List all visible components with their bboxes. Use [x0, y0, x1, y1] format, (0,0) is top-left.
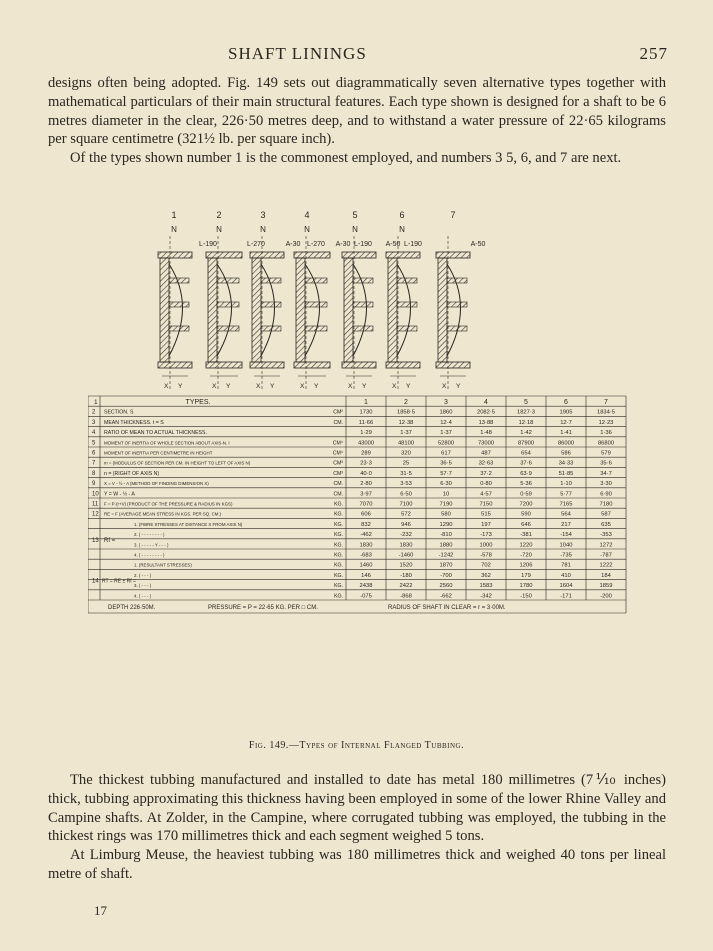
table-row	[92, 451, 611, 457]
table-cell: 12·18	[518, 419, 534, 426]
table-cell: 87900	[517, 440, 535, 447]
section-label: L-270	[247, 241, 265, 248]
table-unit: KG.	[334, 552, 343, 559]
table-cell: -868	[400, 593, 412, 600]
table-cell: 12·23	[598, 419, 614, 426]
table-cell: 1·48	[480, 430, 492, 437]
table-cell: -700	[440, 572, 452, 579]
table-cell: 13·88	[478, 419, 494, 426]
table-cell: 781	[561, 562, 571, 569]
table-unit: CM⁴	[332, 440, 343, 447]
table-cell: 564	[561, 511, 571, 518]
tubbing-sections	[158, 210, 485, 391]
table-row	[134, 563, 612, 569]
type-number: 3	[260, 210, 266, 220]
table-cell: 572	[401, 511, 411, 518]
table-cell: 1830	[399, 542, 413, 549]
table-row-label: 2. ( - - - - - - - - )	[134, 532, 165, 538]
table-cell: -787	[600, 552, 612, 559]
table-header: TYPES.	[185, 399, 211, 406]
table-cell: -171	[560, 593, 572, 600]
table-row	[134, 532, 612, 538]
table-row-number: 2	[92, 409, 96, 416]
axis-letter: Y	[314, 383, 319, 390]
tubbing-section-5	[342, 236, 376, 391]
table-row	[92, 461, 612, 467]
axis-letter: X	[348, 383, 353, 390]
page-number: 257	[639, 44, 668, 63]
table-cell: -578	[480, 552, 492, 559]
axis-letter: X	[256, 383, 261, 390]
table-cell: 7200	[519, 501, 533, 508]
table-cell: -381	[520, 532, 532, 539]
table-cell: 1220	[519, 542, 533, 549]
table-unit: KG.	[334, 593, 343, 600]
table-cell: -200	[600, 593, 612, 600]
table-cell: 1858·5	[396, 409, 416, 416]
table-unit: KG.	[334, 521, 343, 528]
table-cell: 2082·5	[476, 409, 496, 416]
table-row	[92, 481, 612, 487]
axis-letter: N	[304, 225, 310, 234]
axis-letter: Y	[362, 383, 367, 390]
table-unit: KG.	[334, 501, 343, 508]
table-cell: 1520	[399, 562, 413, 569]
table-row-number: 14	[92, 578, 99, 585]
running-title: SHAFT LININGS	[228, 44, 367, 63]
section-label: L-190	[354, 241, 372, 248]
tubbing-diagram	[88, 206, 628, 636]
table-cell: 2422	[399, 583, 413, 590]
table-header: 7	[604, 399, 608, 406]
axis-letter: N	[216, 225, 222, 234]
type-number: 6	[399, 210, 405, 220]
table-cell: 7100	[399, 501, 413, 508]
data-table	[88, 396, 626, 613]
table-cell: 37·6	[520, 460, 532, 467]
table-cell: 32·63	[478, 460, 494, 467]
paragraph: Of the types shown number 1 is the commonest employed, and numbers 3 5, 6, and 7 are next.	[70, 150, 622, 167]
table-cell: 2·80	[360, 481, 372, 488]
table-cell: 5·77	[560, 491, 572, 498]
table-row	[92, 490, 612, 497]
table-cell: 0·80	[480, 481, 492, 488]
table-cell: 1·10	[560, 481, 572, 488]
axis-letter: X	[164, 383, 169, 390]
table-cell: 7150	[479, 501, 493, 508]
axis-letter: Y	[406, 383, 411, 390]
table-cell: 1859	[599, 583, 613, 590]
table-cell: 580	[441, 511, 451, 518]
table-row-number: 11	[92, 501, 99, 508]
table-cell: 43000	[357, 440, 375, 447]
table-cell: 1870	[439, 562, 453, 569]
table-cell: -353	[600, 532, 612, 539]
table-footer-pressure: PRESSURE = P = 22·65 KG. PER □ CM.	[208, 605, 318, 611]
table-cell: 57·7	[440, 470, 452, 477]
table-row-label: MEAN THICKNESS. t = S	[104, 419, 164, 426]
table-cell: 36·5	[440, 460, 452, 467]
table-cell: 23·3	[360, 460, 372, 467]
table-row-number: 1	[94, 399, 98, 406]
table-cell: 515	[481, 511, 491, 518]
table-cell: 1834·5	[596, 409, 616, 416]
axis-letter: Y	[226, 383, 231, 390]
table-cell: 5·36	[520, 481, 532, 488]
table-cell: 1583	[479, 583, 493, 590]
table-cell: 179	[521, 572, 531, 579]
table-cell: 654	[521, 450, 531, 457]
table-footer-radius: RADIUS OF SHAFT IN CLEAR = r = 3·00M.	[388, 605, 506, 611]
table-cell: 3·30	[600, 481, 612, 488]
table-row	[92, 420, 613, 426]
table-row-number: 13	[92, 537, 99, 544]
table-cell: 3·53	[400, 481, 412, 488]
table-row	[92, 410, 615, 416]
table-cell: 1·29	[360, 430, 372, 437]
table-cell: 320	[401, 450, 411, 457]
table-cell: 586	[561, 450, 571, 457]
table-cell: 12·4	[440, 419, 452, 426]
table-row-label: MOMENT OF INERTIA OF WHOLE SECTION ABOUT AXIS-N. I	[104, 440, 230, 446]
table-cell: 51·85	[558, 470, 574, 477]
table-row-label: 4. ( - - - - - - - - )	[134, 552, 165, 558]
table-cell: 1040	[559, 542, 573, 549]
table-row	[134, 542, 612, 548]
paragraph: designs often being adopted. Fig. 149 sets out diagrammatically seven alternative types together with mathematical particulars of their main structural features. Each type shown is designed for a shaft to be 6 metres diameter in the clear, 226·50 metres deep, and to withstand a water pressure of 22·65 kilograms per square centimetre (321½ lb. per square inch).	[48, 75, 666, 148]
table-row-label: 1. (FIBRE STRESSES AT DISTANCE X FROM AXIS N)	[134, 521, 243, 527]
axis-letter: Y	[456, 383, 461, 390]
table-cell: 1·37	[440, 430, 452, 437]
table-row-label: X = V - ½ - A (METHOD OF FINDING DIMENSION X)	[104, 481, 209, 487]
table-cell: 1·37	[400, 430, 412, 437]
table-unit: CM⁴	[332, 450, 343, 457]
table-unit: KG.	[334, 532, 343, 539]
table-cell: 1830	[359, 542, 373, 549]
table-cell: 587	[601, 511, 611, 518]
section-label: L-270	[307, 241, 325, 248]
table-unit: CM³	[333, 470, 343, 477]
table-cell: 1780	[519, 583, 533, 590]
table-row-label: F = P·(r+V) (PRODUCT OF THE PRESSURE & RADIUS IN KGS)	[104, 501, 233, 507]
table-cell: 31·5	[400, 470, 412, 477]
table-row-number: 8	[92, 470, 96, 477]
table-cell: -075	[360, 593, 372, 600]
tubbing-section-1	[158, 236, 192, 391]
table-cell: 35·6	[600, 460, 612, 467]
section-label: A-30	[335, 241, 351, 248]
table-cell: 7165	[559, 501, 573, 508]
table-cell: 635	[601, 521, 611, 528]
type-number: 4	[304, 210, 310, 220]
paragraph: The thickest tubbing manufactured and installed to date has metal 180 millimetres (7⅒ inches) thick, tubbing approximating this thickness having been employed in some of the lower Rhine Valley and Campine shafts. At Zolder, in the Campine, where corrugated tubbing was employed, the tubbing in the thickest rings was 170 millimetres thick and each segment weighed 5 tons.	[48, 772, 666, 845]
table-row-label: MOMENT OF INERTIA PER CENTIMETRE IN HEIGHT	[104, 450, 213, 456]
tubbing-section-2	[206, 236, 242, 391]
axis-letter: N	[352, 225, 358, 234]
table-cell: 1460	[359, 562, 373, 569]
table-cell: 34·7	[600, 470, 612, 477]
table-cell: 362	[481, 572, 491, 579]
table-row-label: 3. ( - - - - - Y - - - )	[134, 542, 169, 548]
table-cell: 289	[361, 450, 371, 457]
table-cell: 146	[361, 572, 371, 579]
axis-letter: X	[212, 383, 217, 390]
table-cell: 40·0	[360, 470, 372, 477]
table-cell: -1242	[438, 552, 454, 559]
table-footer-depth: DEPTH 226·50M.	[108, 605, 156, 611]
table-cell: -683	[360, 552, 372, 559]
table-unit: CM.	[333, 491, 343, 498]
tubbing-section-3	[250, 236, 284, 391]
table-cell: 1·42	[520, 430, 532, 437]
table-cell: 7070	[359, 501, 373, 508]
table-cell: 410	[561, 572, 571, 579]
section-label: L-190	[199, 241, 217, 248]
table-row	[134, 573, 612, 579]
table-cell: 10	[442, 491, 450, 498]
section-label: L-190	[404, 241, 422, 248]
table-unit: KG.	[334, 572, 343, 579]
axis-letter: Y	[270, 383, 275, 390]
axis-letter: X	[392, 383, 397, 390]
signature-mark: 17	[94, 903, 107, 918]
table-row	[134, 583, 612, 589]
table-unit: KG.	[334, 562, 343, 569]
table-cell: 37·2	[480, 470, 492, 477]
table-cell: 1206	[519, 562, 533, 569]
table-cell: 1905	[559, 409, 573, 416]
table-row	[134, 593, 612, 599]
table-row-label: 1. (RESULTANT STRESSES)	[134, 562, 192, 568]
table-cell: 11·66	[358, 419, 374, 426]
table-row-number: 5	[92, 440, 96, 447]
table-cell: 2560	[439, 583, 453, 590]
table-row-label: RATIO OF MEAN TO ACTUAL THICKNESS.	[104, 430, 207, 437]
section-label: A-50	[385, 241, 401, 248]
table-row-label: Rf =	[104, 537, 116, 544]
table-row-label: SECTION. S	[104, 409, 134, 416]
table-row-label: 2. ( - - - )	[134, 572, 152, 578]
body-text-top	[48, 74, 666, 168]
table-cell: 617	[441, 450, 451, 457]
table-unit: CM³	[333, 460, 343, 467]
table-cell: 3·97	[360, 491, 372, 498]
table-row-label: m = (MODULUS OF SECTION PER CM. IN HEIGHT TO LEFT OF AXIS N)	[104, 460, 251, 466]
table-cell: 7190	[439, 501, 453, 508]
body-text-bottom	[48, 771, 666, 884]
table-row-number: 7	[92, 460, 96, 467]
table-cell: 1222	[599, 562, 613, 569]
table-cell: -150	[520, 593, 532, 600]
table-cell: -342	[480, 593, 492, 600]
axis-letter: N	[260, 225, 266, 234]
axis-letter: N	[171, 225, 177, 234]
section-label: A-30	[285, 241, 301, 248]
table-header: 3	[444, 399, 448, 406]
paragraph: At Limburg Meuse, the heaviest tubbing was 180 millimetres thick and weighed 40 tons per lineal metre of shaft.	[48, 847, 666, 882]
table-cell: 646	[521, 521, 531, 528]
table-unit: KG.	[334, 542, 343, 549]
table-header: 4	[484, 399, 488, 406]
table-cell: 487	[481, 450, 491, 457]
table-cell: 946	[401, 521, 411, 528]
table-cell: -810	[440, 532, 452, 539]
table-cell: 0·59	[520, 491, 532, 498]
table-row-number: 9	[92, 481, 96, 488]
table-unit: CM.	[333, 481, 343, 488]
table-header: 6	[564, 399, 568, 406]
table-cell: 2438	[359, 583, 373, 590]
table-cell: 184	[601, 572, 611, 579]
table-cell: 1860	[439, 409, 453, 416]
table-header: 1	[364, 399, 368, 406]
table-cell: 1·36	[600, 430, 612, 437]
figure-149	[88, 206, 628, 636]
table-cell: 1827·3	[516, 409, 536, 416]
axis-letter: X	[300, 383, 305, 390]
table-cell: 34·33	[558, 460, 574, 467]
table-cell: -173	[480, 532, 492, 539]
table-unit: KG.	[334, 583, 343, 590]
table-cell: 6·30	[440, 481, 452, 488]
tubbing-section-6	[386, 236, 420, 391]
table-cell: 6·90	[600, 491, 612, 498]
table-unit: KG.	[334, 511, 343, 518]
table-row-number: 6	[92, 450, 96, 457]
table-row-label: n = (RIGHT OF AXIS N)	[104, 470, 160, 477]
table-cell: 48100	[397, 440, 415, 447]
table-cell: 52800	[437, 440, 455, 447]
table-row-label: RT = RE ± Rf =	[102, 578, 136, 585]
table-cell: 12·38	[398, 419, 414, 426]
table-cell: 1604	[559, 583, 573, 590]
table-cell: 606	[361, 511, 371, 518]
section-label: A-50	[470, 241, 486, 248]
table-cell: 1272	[599, 542, 613, 549]
table-cell: -1460	[398, 552, 414, 559]
table-cell: 1290	[439, 521, 453, 528]
table-cell: -735	[560, 552, 572, 559]
table-cell: 1·41	[560, 430, 572, 437]
table-cell: 73000	[477, 440, 495, 447]
type-number: 7	[450, 210, 456, 220]
table-cell: 832	[361, 521, 371, 528]
table-header: 5	[524, 399, 528, 406]
table-cell: -232	[400, 532, 412, 539]
table-row	[92, 502, 612, 508]
table-cell: 7180	[599, 501, 613, 508]
table-row-number: 12	[92, 511, 99, 518]
table-row-label: 3. ( - - - )	[134, 583, 152, 589]
table-cell: 6·50	[400, 491, 412, 498]
table-cell: 63·9	[520, 470, 532, 477]
table-unit: CM²	[333, 409, 343, 416]
table-cell: -462	[360, 532, 372, 539]
table-row	[92, 440, 614, 446]
type-number: 5	[352, 210, 358, 220]
table-cell: 86000	[557, 440, 575, 447]
table-cell: 197	[481, 521, 491, 528]
table-row	[92, 430, 612, 436]
table-row-label: RE = F (AVERAGE MEAN STRESS IN KGS. PER SQ. CM.)	[104, 511, 222, 517]
table-cell: 579	[601, 450, 611, 457]
tubbing-section-4	[294, 236, 330, 391]
table-row-number: 4	[92, 430, 96, 437]
table-cell: -720	[520, 552, 532, 559]
table-cell: -154	[560, 532, 572, 539]
type-number: 1	[171, 210, 177, 220]
table-cell: 217	[561, 521, 571, 528]
table-cell: 4·57	[480, 491, 492, 498]
table-row	[92, 471, 612, 477]
table-row-label: 4. ( - - - )	[134, 593, 152, 599]
table-unit: CM.	[333, 419, 343, 426]
figure-caption: Fig. 149.—Types of Internal Flanged Tubbing.	[248, 740, 465, 751]
table-cell: 25	[402, 460, 410, 467]
table-row	[134, 522, 611, 528]
table-row-number: 3	[92, 419, 96, 426]
table-row	[92, 512, 611, 518]
table-header: 2	[404, 399, 408, 406]
table-cell: 1880	[439, 542, 453, 549]
table-cell: 1000	[479, 542, 493, 549]
axis-letter: Y	[178, 383, 183, 390]
table-cell: 702	[481, 562, 491, 569]
table-row	[134, 553, 612, 559]
table-cell: 86800	[597, 440, 615, 447]
table-cell: 1730	[359, 409, 373, 416]
table-row-label: Y = W - ½ - A	[104, 491, 135, 498]
table-row-number: 10	[92, 491, 99, 498]
table-cell: -662	[440, 593, 452, 600]
table-cell: -180	[400, 572, 412, 579]
table-cell: 12·7	[560, 419, 572, 426]
tubbing-section-7	[436, 236, 470, 391]
table-cell: 590	[521, 511, 531, 518]
type-number: 2	[216, 210, 222, 220]
axis-letter: X	[442, 383, 447, 390]
axis-letter: N	[399, 225, 405, 234]
